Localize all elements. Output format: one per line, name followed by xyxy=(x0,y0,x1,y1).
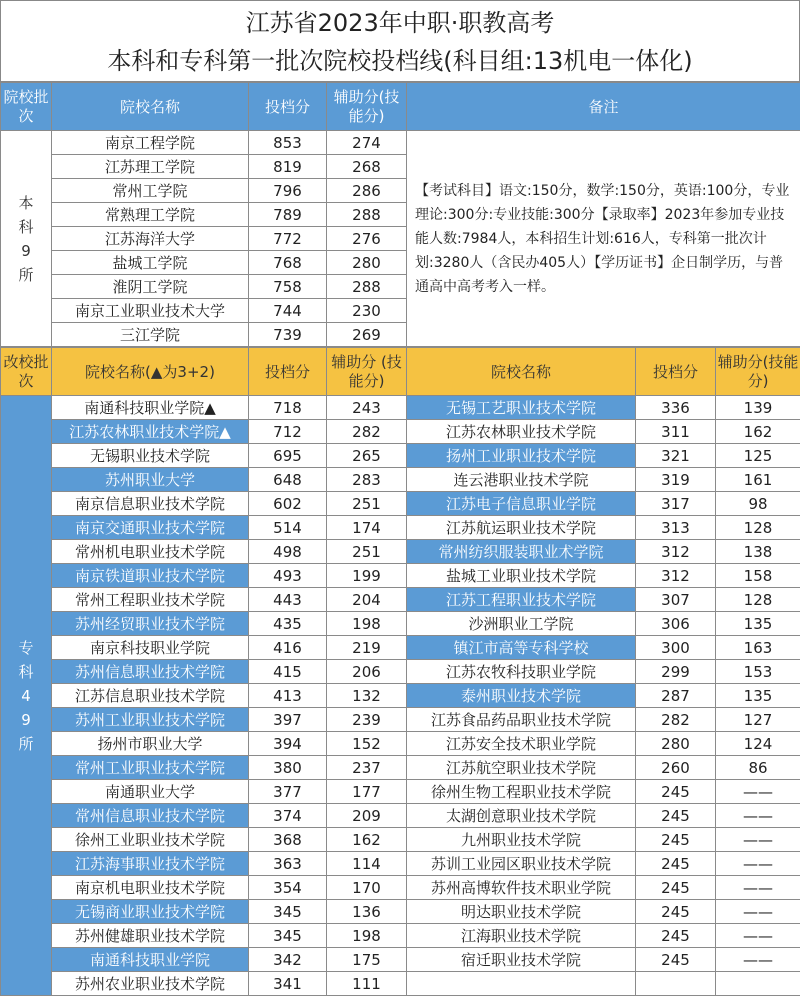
school-aux-right: 127 xyxy=(716,708,800,732)
school-name: 江苏理工学院 xyxy=(52,155,249,179)
table-row xyxy=(1,444,800,468)
school-aux-right: 128 xyxy=(716,516,800,540)
school-name-left: 南通科技职业学院▲ xyxy=(52,396,249,420)
school-aux-right: 153 xyxy=(716,660,800,684)
school-aux-left: 111 xyxy=(327,972,407,996)
school-aux-left: 204 xyxy=(327,588,407,612)
school-name-left: 常州机电职业技术学院 xyxy=(52,540,249,564)
school-name-right: 江苏安全技术职业学院 xyxy=(407,732,636,756)
school-score-left: 368 xyxy=(249,828,327,852)
table-row xyxy=(1,684,800,708)
college-table xyxy=(0,347,800,996)
school-name-left: 扬州市职业大学 xyxy=(52,732,249,756)
school-aux-left: 198 xyxy=(327,924,407,948)
school-name-right: 明达职业技术学院 xyxy=(407,900,636,924)
table-row xyxy=(1,468,800,492)
table-row xyxy=(1,420,800,444)
school-score-left: 415 xyxy=(249,660,327,684)
school-aux-left: 114 xyxy=(327,852,407,876)
school-name-left: 苏州经贸职业技术学院 xyxy=(52,612,249,636)
school-aux: 230 xyxy=(327,299,407,323)
school-aux-left: 239 xyxy=(327,708,407,732)
school-aux-right: 128 xyxy=(716,588,800,612)
table-row xyxy=(1,756,800,780)
school-aux-right: —— xyxy=(716,780,800,804)
school-aux-left: 282 xyxy=(327,420,407,444)
table-row xyxy=(1,708,800,732)
school-aux-left: 174 xyxy=(327,516,407,540)
school-score-left: 397 xyxy=(249,708,327,732)
table-row xyxy=(1,540,800,564)
school-name-left: 南京信息职业技术学院 xyxy=(52,492,249,516)
school-name: 三江学院 xyxy=(52,323,249,347)
school-name: 南京工程学院 xyxy=(52,131,249,155)
school-aux-right: 161 xyxy=(716,468,800,492)
school-name-right: 太湖创意职业技术学院 xyxy=(407,804,636,828)
school-aux-right: —— xyxy=(716,828,800,852)
school-name-right: 江苏农林职业技术学院 xyxy=(407,420,636,444)
table-row xyxy=(1,804,800,828)
school-name-right xyxy=(407,972,636,996)
school-name: 常州工学院 xyxy=(52,179,249,203)
school-aux-left: 152 xyxy=(327,732,407,756)
school-score-right: 245 xyxy=(636,876,716,900)
header2-aux-right: 辅助分(技能分) xyxy=(716,348,800,396)
school-aux-left: 283 xyxy=(327,468,407,492)
school-aux: 288 xyxy=(327,203,407,227)
school-name-right: 镇江市高等专科学校 xyxy=(407,636,636,660)
school-score-right: 245 xyxy=(636,804,716,828)
table-row xyxy=(1,948,800,972)
school-score-right: 299 xyxy=(636,660,716,684)
school-name-right: 江苏航空职业技术学院 xyxy=(407,756,636,780)
school-score-right: 287 xyxy=(636,684,716,708)
school-name-left: 南京铁道职业技术学院 xyxy=(52,564,249,588)
school-name-right: 宿迁职业技术学院 xyxy=(407,948,636,972)
school-score-left: 354 xyxy=(249,876,327,900)
school-score-left: 413 xyxy=(249,684,327,708)
school-score: 819 xyxy=(249,155,327,179)
school-score-left: 712 xyxy=(249,420,327,444)
school-name-right: 江苏电子信息职业学院 xyxy=(407,492,636,516)
school-score-right: 245 xyxy=(636,948,716,972)
school-aux: 274 xyxy=(327,131,407,155)
school-score-right: 336 xyxy=(636,396,716,420)
school-aux: 288 xyxy=(327,275,407,299)
school-name-left: 江苏农林职业技术学院▲ xyxy=(52,420,249,444)
school-score-left: 345 xyxy=(249,900,327,924)
school-score: 789 xyxy=(249,203,327,227)
school-name-left: 常州工程职业技术学院 xyxy=(52,588,249,612)
header2-school-right: 院校名称 xyxy=(407,348,636,396)
school-aux-left: 209 xyxy=(327,804,407,828)
school-name-left: 苏州健雄职业技术学院 xyxy=(52,924,249,948)
school-score-left: 718 xyxy=(249,396,327,420)
school-name-left: 南京机电职业技术学院 xyxy=(52,876,249,900)
school-score-left: 498 xyxy=(249,540,327,564)
table-row xyxy=(1,732,800,756)
school-name-left: 苏州工业职业技术学院 xyxy=(52,708,249,732)
school-aux-left: 206 xyxy=(327,660,407,684)
header-score: 投档分 xyxy=(249,83,327,131)
school-name-right: 沙洲职业工学院 xyxy=(407,612,636,636)
school-aux-right: 162 xyxy=(716,420,800,444)
school-score-left: 648 xyxy=(249,468,327,492)
school-name-right: 无锡工艺职业技术学院 xyxy=(407,396,636,420)
school-aux-right: 135 xyxy=(716,684,800,708)
header-school: 院校名称 xyxy=(52,83,249,131)
school-name-right: 连云港职业技术学院 xyxy=(407,468,636,492)
school-name-right: 苏训工业园区职业技术学院 xyxy=(407,852,636,876)
header2-school-left: 院校名称(▲为3+2) xyxy=(52,348,249,396)
school-score-right: 306 xyxy=(636,612,716,636)
batch-label-college: 专科49所 xyxy=(1,396,52,996)
school-score-left: 342 xyxy=(249,948,327,972)
school-aux: 268 xyxy=(327,155,407,179)
school-aux-left: 243 xyxy=(327,396,407,420)
school-score-right: 280 xyxy=(636,732,716,756)
school-aux-left: 237 xyxy=(327,756,407,780)
title-line-2: 本科和专科第一批次院校投档线(科目组:13机电一体化) xyxy=(107,47,693,75)
school-aux-right: 158 xyxy=(716,564,800,588)
school-name-left: 苏州信息职业技术学院 xyxy=(52,660,249,684)
school-score-left: 695 xyxy=(249,444,327,468)
school-aux-right: —— xyxy=(716,924,800,948)
school-name-left: 无锡商业职业技术学院 xyxy=(52,900,249,924)
school-aux-right xyxy=(716,972,800,996)
school-score-right: 245 xyxy=(636,828,716,852)
school-aux-left: 198 xyxy=(327,612,407,636)
school-score-left: 380 xyxy=(249,756,327,780)
header2-aux-left: 辅助分 (技能分) xyxy=(327,348,407,396)
school-aux-left: 132 xyxy=(327,684,407,708)
school-score-left: 416 xyxy=(249,636,327,660)
school-aux-left: 175 xyxy=(327,948,407,972)
table-row xyxy=(1,564,800,588)
table-row xyxy=(1,612,800,636)
header2-batch: 改校批次 xyxy=(1,348,52,396)
school-aux-left: 251 xyxy=(327,492,407,516)
school-aux: 280 xyxy=(327,251,407,275)
school-name-left: 南京交通职业技术学院 xyxy=(52,516,249,540)
school-aux-right: —— xyxy=(716,948,800,972)
school-name: 淮阴工学院 xyxy=(52,275,249,299)
school-name: 盐城工学院 xyxy=(52,251,249,275)
batch-label-bachelor: 本科9所 xyxy=(1,131,52,347)
school-aux-right: 163 xyxy=(716,636,800,660)
header-note: 备注 xyxy=(407,83,800,131)
school-name-right: 江苏工程职业技术学院 xyxy=(407,588,636,612)
school-score-left: 341 xyxy=(249,972,327,996)
table-row xyxy=(1,636,800,660)
school-name-right: 徐州生物工程职业技术学院 xyxy=(407,780,636,804)
school-name-left: 无锡职业技术学院 xyxy=(52,444,249,468)
bachelor-table xyxy=(0,82,800,347)
school-name-left: 南通职业大学 xyxy=(52,780,249,804)
school-score-right: 300 xyxy=(636,636,716,660)
table-row xyxy=(1,131,800,155)
school-aux: 276 xyxy=(327,227,407,251)
school-score-left: 435 xyxy=(249,612,327,636)
school-aux-left: 177 xyxy=(327,780,407,804)
school-score-right: 245 xyxy=(636,924,716,948)
page-title xyxy=(0,0,800,82)
header-batch: 院校批次 xyxy=(1,83,52,131)
school-score-right: 245 xyxy=(636,900,716,924)
school-score: 758 xyxy=(249,275,327,299)
table-row xyxy=(1,588,800,612)
school-aux-right: 139 xyxy=(716,396,800,420)
school-score-right: 245 xyxy=(636,852,716,876)
school-score-left: 602 xyxy=(249,492,327,516)
school-aux-left: 199 xyxy=(327,564,407,588)
school-name-left: 苏州农业职业技术学院 xyxy=(52,972,249,996)
school-aux-right: 124 xyxy=(716,732,800,756)
school-name-left: 常州信息职业技术学院 xyxy=(52,804,249,828)
table-row xyxy=(1,828,800,852)
school-score-left: 443 xyxy=(249,588,327,612)
school-aux-left: 162 xyxy=(327,828,407,852)
school-name-right: 江苏航运职业技术学院 xyxy=(407,516,636,540)
table-row xyxy=(1,492,800,516)
school-name-right: 常州纺织服装职业术学院 xyxy=(407,540,636,564)
table-row xyxy=(1,852,800,876)
table-row xyxy=(1,900,800,924)
school-aux-right: 125 xyxy=(716,444,800,468)
school-aux-right: —— xyxy=(716,852,800,876)
school-name-right: 江苏食品药品职业技术学院 xyxy=(407,708,636,732)
school-score-left: 345 xyxy=(249,924,327,948)
school-name-left: 苏州职业大学 xyxy=(52,468,249,492)
school-name-left: 南通科技职业学院 xyxy=(52,948,249,972)
school-score-right: 321 xyxy=(636,444,716,468)
school-score-right: 312 xyxy=(636,564,716,588)
school-name-right: 江苏农牧科技职业学院 xyxy=(407,660,636,684)
school-name-right: 苏州高博软件技术职业学院 xyxy=(407,876,636,900)
school-score-right: 313 xyxy=(636,516,716,540)
school-score: 772 xyxy=(249,227,327,251)
school-name-right: 江海职业技术学院 xyxy=(407,924,636,948)
school-score-left: 493 xyxy=(249,564,327,588)
school-score-right: 245 xyxy=(636,780,716,804)
table-row xyxy=(1,924,800,948)
school-score-left: 394 xyxy=(249,732,327,756)
header2-score-left: 投档分 xyxy=(249,348,327,396)
school-name: 江苏海洋大学 xyxy=(52,227,249,251)
school-name-left: 南京科技职业学院 xyxy=(52,636,249,660)
school-aux-right: —— xyxy=(716,876,800,900)
school-score: 853 xyxy=(249,131,327,155)
school-aux-right: 135 xyxy=(716,612,800,636)
school-aux-right: 86 xyxy=(716,756,800,780)
header-aux: 辅助分(技能分) xyxy=(327,83,407,131)
school-score-right: 317 xyxy=(636,492,716,516)
table-row xyxy=(1,660,800,684)
school-name-right: 扬州工业职业技术学院 xyxy=(407,444,636,468)
school-aux-right: 98 xyxy=(716,492,800,516)
table-row xyxy=(1,516,800,540)
table-row xyxy=(1,972,800,996)
school-name-left: 江苏信息职业技术学院 xyxy=(52,684,249,708)
school-score-right: 311 xyxy=(636,420,716,444)
table-row xyxy=(1,876,800,900)
school-score-right: 312 xyxy=(636,540,716,564)
school-score-right: 307 xyxy=(636,588,716,612)
school-aux-right: —— xyxy=(716,804,800,828)
school-aux-left: 251 xyxy=(327,540,407,564)
school-name-left: 徐州工业职业技术学院 xyxy=(52,828,249,852)
school-score-right: 260 xyxy=(636,756,716,780)
school-name-right: 泰州职业技术学院 xyxy=(407,684,636,708)
school-name: 南京工业职业技术大学 xyxy=(52,299,249,323)
school-name: 常熟理工学院 xyxy=(52,203,249,227)
note-cell: 【考试科目】语文:150分，数学:150分，英语:100分，专业理论:300分:专业技能:300分【录取率】2023年参加专业技能人数:7984人，本科招生计划:616人，专科第一批次计划:3280人（含民办405人）【学历证书】企日制学历，与普通高中高考考入一样。 xyxy=(407,131,800,347)
school-aux-left: 170 xyxy=(327,876,407,900)
school-score-left: 514 xyxy=(249,516,327,540)
school-name-left: 江苏海事职业技术学院 xyxy=(52,852,249,876)
school-aux-left: 136 xyxy=(327,900,407,924)
school-score-right xyxy=(636,972,716,996)
school-score: 768 xyxy=(249,251,327,275)
school-score: 739 xyxy=(249,323,327,347)
school-aux-left: 219 xyxy=(327,636,407,660)
school-aux-right: 138 xyxy=(716,540,800,564)
table-row xyxy=(1,396,800,420)
school-aux: 269 xyxy=(327,323,407,347)
school-score-left: 363 xyxy=(249,852,327,876)
school-score: 796 xyxy=(249,179,327,203)
school-name-left: 常州工业职业技术学院 xyxy=(52,756,249,780)
school-score-right: 319 xyxy=(636,468,716,492)
school-score-right: 282 xyxy=(636,708,716,732)
school-score-left: 377 xyxy=(249,780,327,804)
school-aux-left: 265 xyxy=(327,444,407,468)
table-row xyxy=(1,780,800,804)
school-aux: 286 xyxy=(327,179,407,203)
school-score: 744 xyxy=(249,299,327,323)
school-aux-right: —— xyxy=(716,900,800,924)
school-score-left: 374 xyxy=(249,804,327,828)
title-line-1: 江苏省2023年中职·职教高考 xyxy=(245,9,555,37)
header2-score-right: 投档分 xyxy=(636,348,716,396)
school-name-right: 盐城工业职业技术学院 xyxy=(407,564,636,588)
school-name-right: 九州职业技术学院 xyxy=(407,828,636,852)
